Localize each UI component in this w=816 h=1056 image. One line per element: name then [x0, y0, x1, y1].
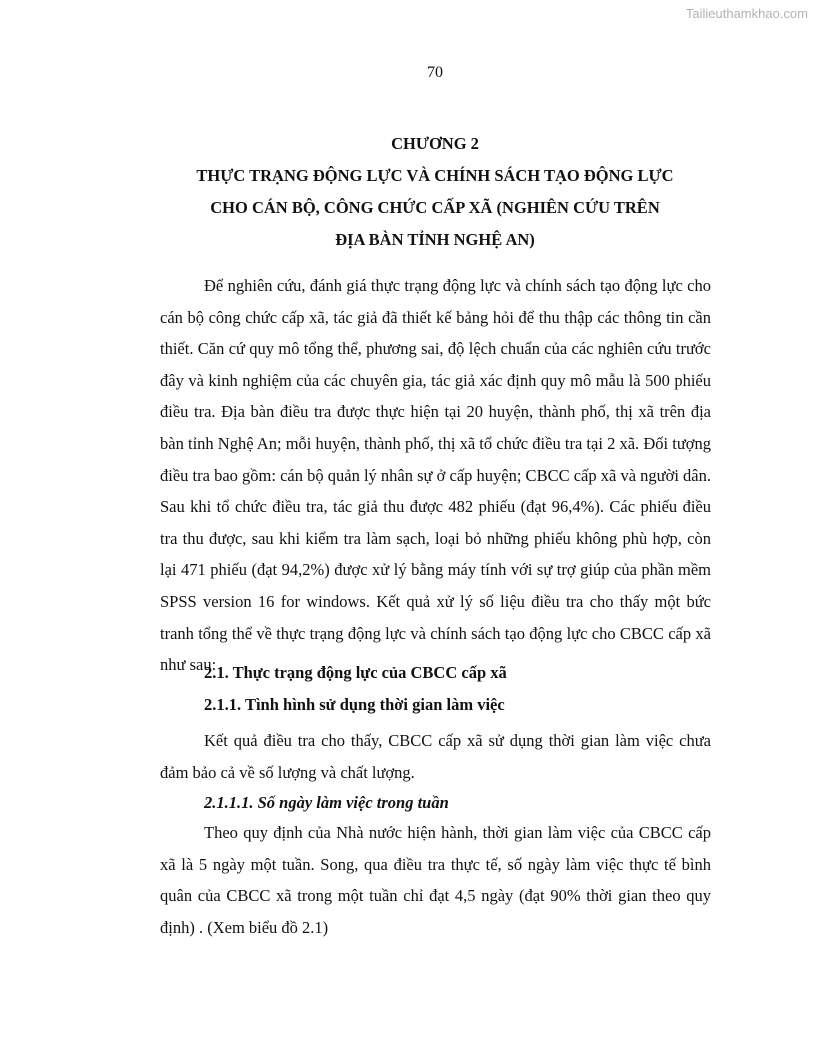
section-heading-2-1-1-1: 2.1.1.1. Số ngày làm việc trong tuần [204, 793, 449, 812]
chapter-title [140, 160, 730, 256]
paragraph-2-1-1-1: Theo quy định của Nhà nước hiện hành, thời gian làm việc của CBCC cấp xã là 5 ngày một tuần. Song, qua điều tra thực tế, số ngày làm việc thực tế bình quân của CBCC xã trong một tuần chỉ đạt 4,5 ngày (đạt 90% thời gian theo quy định) . (Xem biểu đồ 2.1) [160, 823, 711, 937]
page-number: 70 [427, 64, 443, 81]
watermark: Tailieuthamkhao.com [685, 6, 808, 21]
intro-paragraph: Để nghiên cứu, đánh giá thực trạng động lực và chính sách tạo động lực cho cán bộ công chức cấp xã, tác giả đã thiết kế bảng hỏi để thu thập các thông tin cần thiết. Căn cứ quy mô tổng thể, phương sai, độ lệch chuẩn của các nghiên cứu trước đây và kinh nghiệm của các chuyên gia, tác giả xác định quy mô mẫu là 500 phiếu điều tra. Địa bàn điều tra được thực hiện tại 20 huyện, thành phố, thị xã trên địa bàn tỉnh Nghệ An; mỗi huyện, thành phố, thị xã tổ chức điều tra tại 2 xã. Đối tượng điều tra bao gồm: cán bộ quản lý nhân sự ở cấp huyện; CBCC cấp xã và người dân. Sau khi tổ chức điều tra, tác giả thu được 482 phiếu (đạt 96,4%). Các phiếu điều tra thu được, sau khi kiểm tra làm sạch, loại bỏ những phiếu không phù hợp, còn lại 471 phiếu (đạt 94,2%) được xử lý bằng máy tính với sự trợ giúp của phần mềm SPSS version 16 for windows. Kết quả xử lý số liệu điều tra cho thấy một bức tranh tổng thể về thực trạng động lực và chính sách tạo động lực cho CBCC cấp xã như sau: [160, 276, 711, 675]
chapter-title-line-2: CHO CÁN BỘ, CÔNG CHỨC CẤP XÃ (NGHIÊN CỨU TRÊN [210, 198, 660, 217]
section-heading-2-1: 2.1. Thực trạng động lực của CBCC cấp xã [204, 663, 507, 682]
chapter-title-line-3: ĐỊA BÀN TỈNH NGHỆ AN) [335, 230, 535, 249]
paragraph-2-1-1: Kết quả điều tra cho thấy, CBCC cấp xã sử dụng thời gian làm việc chưa đảm bảo cả về số lượng và chất lượng. [160, 731, 711, 782]
chapter-heading: CHƯƠNG 2 [391, 134, 479, 153]
section-heading-2-1-1: 2.1.1. Tình hình sử dụng thời gian làm việc [204, 695, 505, 714]
chapter-title-line-1: THỰC TRẠNG ĐỘNG LỰC VÀ CHÍNH SÁCH TẠO ĐỘNG LỰC [196, 166, 674, 185]
